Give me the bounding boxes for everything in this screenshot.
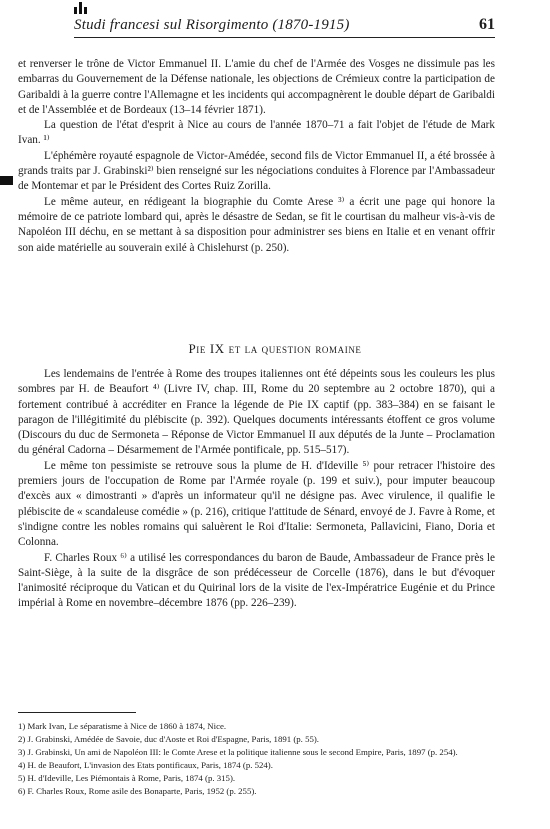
paragraph: et renverser le trône de Victor Emmanuel II. L'amie du chef de l'Armée des Vosges ne dissimule pas les embarras du Gouvernement de la Défense nationale, les objections de Crémieux contre la participation de Garibaldi à la guerre contre l'Allemagne et les incidents qui accompagnèrent le double départ de Garibaldi et de l'Assemblée et de Bordeaux (13–14 février 1871). [18,58,495,116]
footnote: 5) H. d'Ideville, Les Piémontais à Rome, Paris, 1874 (p. 315). [18,773,236,783]
paragraph: Le même auteur, en rédigeant la biographie du Comte Arese ³⁾ a écrit une page qui honore la mémoire de ce patriote lombard qui, après le désastre de Sedan, se fit le courtisan du malheur vis-à-vis de Napoléon III déchu, en se mettant à sa disposition pour administrer ses biens en Italie et en venant offrir son aide matérielle au souverain exilé à Chislehurst (p. 250). [18,195,495,254]
footnote: 1) Mark Ivan, Le séparatisme à Nice de 1860 à 1874, Nice. [18,721,227,731]
footnote: 4) H. de Beaufort, L'invasion des Etats pontificaux, Paris, 1874 (p. 524). [18,760,273,770]
margin-mark [0,176,13,185]
page-header [74,13,495,38]
section-heading: Pie IX et la question romaine [188,341,362,356]
paragraph: Le même ton pessimiste se retrouve sous la plume de H. d'Ideville ⁵⁾ pour retracer l'histoire des premiers jours de l'occupation de Rome par l'Armée royale (p. 199 et suiv.), pour imputer beaucoup d'excès aux « dimostranti » d'après un informateur qu'il ne désigne pas. Avec virulence, il qualifie le plébiscite de « scandaleuse comédie » (p. 216), critique l'attitude de Sénard, envoyé de J. Favre à Rome, et s'indigne contre les nobles romains qui saluèrent le Roi d'Italie: Sermoneta, Pallavicini, Fiano, Doria et Colonna. [18,459,496,549]
footnote: 2) J. Grabinski, Amédée de Savoie, duc d'Aoste et Roi d'Espagne, Paris, 1891 (p. 55). [18,734,319,744]
paragraph: Les lendemains de l'entrée à Rome des troupes italiennes ont été dépeints sous les couleurs les plus sombres par H. de Beaufort ⁴⁾ (Livre IV, chap. III, Rome du 20 septembre au 2 octobre 1870), qui a fortement contribué à accréditer en France la légende de Pie IX captif (pp. 383–384) en se faisant le paragon de l'illégitimité du plébiscite (p. 392). Quelques documents intéressants étoffent ce gros volume (Discours du duc de Sermoneta – Réponse de Victor Emmanuel II aux députés de la Junte – Proclamation du général Cadorna – Désarmement de l'Armée pontificale, pp. 515–517). [18,368,495,457]
paragraph: F. Charles Roux ⁶⁾ a utilisé les correspondances du baron de Baude, Ambassadeur de France près le Saint-Siège, à la suite de la disgrâce de son prédécesseur de Corcelle (1876), dans le but d'évoquer l'animosité réciproque du Vatican et du Quirinal lors de la visite de l'ex-Impératrice Eugénie et du Prince impérial à Rome en novembre–décembre 1876 (pp. 226–239). [18,551,495,610]
running-title: Studi francesi sul Risorgimento (1870-1915) [74,17,350,33]
footnotes [18,720,495,798]
footnote: 6) F. Charles Roux, Rome asile des Bonaparte, Paris, 1952 (p. 255). [18,786,257,796]
footnote: 3) J. Grabinski, Un ami de Napoléon III: le Comte Arese et la politique italienne sous le second Empire, Paris, 1897 (p. 254). [18,747,458,757]
bottom-text-block [18,367,495,612]
page-number: 61 [479,16,495,33]
paragraph: La question de l'état d'esprit à Nice au cours de l'année 1870–71 a fait l'objet de l'étude de Mark Ivan. ¹⁾ [18,119,495,147]
footnote-divider [18,712,136,713]
top-text-block [18,57,495,256]
paragraph: L'éphémère royauté espagnole de Victor-Amédée, second fils de Victor Emmanuel II, a été brossée à grands traits par J. Grabinski²⁾ bien renseigné sur les négociations conduites à Florence par l'Ambassadeur de Montemar et par le Président des Cortes Ruiz Zorilla. [18,149,495,193]
